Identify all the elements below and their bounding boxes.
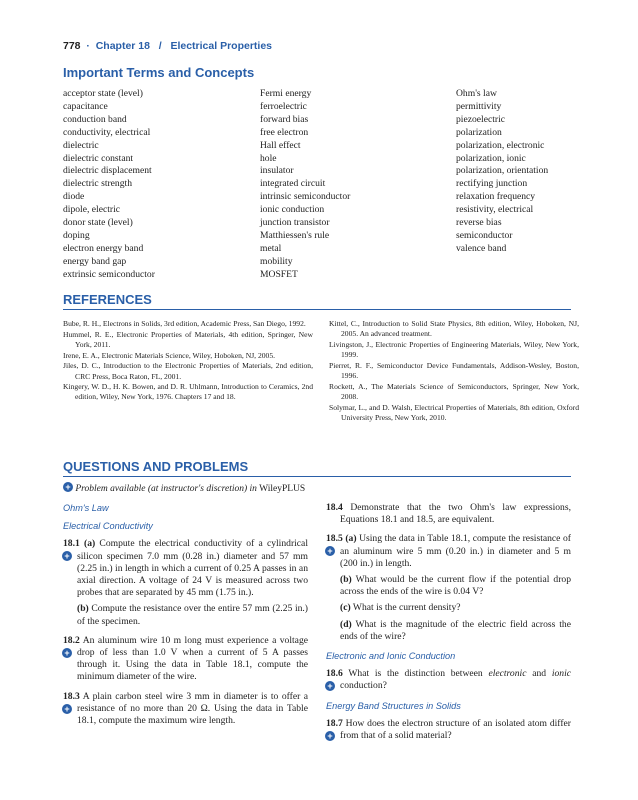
question-text: What is the magnitude of the electric field across the ends of the wire? bbox=[340, 618, 571, 642]
term-item: extrinsic semiconductor bbox=[63, 268, 155, 280]
term-item: polarization, ionic bbox=[456, 152, 526, 164]
page-number: 778 bbox=[63, 40, 81, 52]
terms-column-2 bbox=[260, 88, 350, 282]
questions-column-right bbox=[326, 502, 571, 749]
term-item: mobility bbox=[260, 255, 293, 267]
term-item: ionic conduction bbox=[260, 204, 325, 216]
question-text: How does the electron structure of an isolated atom differ from that of a solid material? bbox=[340, 717, 571, 742]
question-number: 18.3 bbox=[63, 690, 80, 702]
term-item: free electron bbox=[260, 126, 309, 138]
term-item: capacitance bbox=[63, 100, 108, 112]
plus-icon: + bbox=[325, 731, 335, 741]
question-text: What would be the current flow if the potential drop across the ends of the wire is 0.04 V? bbox=[340, 574, 571, 598]
references-column-right bbox=[329, 319, 579, 424]
wileyplus-legend bbox=[63, 482, 305, 494]
plus-icon: + bbox=[325, 546, 335, 556]
questions-column-left bbox=[63, 502, 308, 734]
question-18-2 bbox=[63, 635, 308, 684]
term-item: dielectric strength bbox=[63, 178, 132, 190]
term-item: Hall effect bbox=[260, 139, 301, 151]
question-number: 18.2 bbox=[63, 634, 80, 646]
section-label: Electrical Properties bbox=[170, 40, 273, 52]
chapter-label: Chapter 18 bbox=[95, 40, 150, 52]
reference-entry: Jiles, D. C., Introduction to the Electronic Properties of Materials, 2nd edition, CRC Press, Boca Raton, FL, 2001. bbox=[63, 361, 313, 381]
term-item: ferroelectric bbox=[260, 100, 307, 112]
reference-entry: Kingery, W. D., H. K. Bowen, and D. R. Uhlmann, Introduction to Ceramics, 2nd edition, Wiley, New York, 1976. Chapters 17 and 18. bbox=[63, 382, 313, 402]
question-18-1: + 18.1 (a) Compute the electrical conductivity of a cylindrical silicon specimen 7.0 mm (0.28 in.) diameter and 57 mm (2.25 in.) in length in which a current of 0.25 A passes in an axial direction. A voltage of 24 V is measured across two probes that are separated by 45 mm (1.75 in.). (b) Compute the resistance over the entire 57 mm (2.25 in.) of the specimen. bbox=[63, 538, 308, 627]
term-item: polarization, orientation bbox=[456, 165, 549, 177]
reference-entry: Kittel, C., Introduction to Solid State Physics, 8th edition, Wiley, Hoboken, NJ, 2005. An advanced treatment. bbox=[329, 319, 579, 339]
subsection-energy-band: Energy Band Structures in Solids bbox=[326, 700, 461, 711]
plus-icon: + bbox=[62, 704, 72, 714]
term-item: reverse bias bbox=[456, 217, 502, 229]
header-divider: / bbox=[158, 40, 162, 52]
question-number: 18.1 bbox=[63, 538, 80, 550]
reference-entry: Irene, E. A., Electronic Materials Science, Wiley, Hoboken, NJ, 2005. bbox=[63, 350, 276, 360]
term-item: Matthiessen's rule bbox=[260, 229, 330, 241]
term-item: rectifying junction bbox=[456, 178, 528, 190]
term-item: junction transistor bbox=[260, 217, 330, 229]
questions-heading: QUESTIONS AND PROBLEMS bbox=[63, 459, 571, 477]
question-18-4 bbox=[326, 502, 571, 526]
terms-heading: Important Terms and Concepts bbox=[63, 65, 255, 80]
term-item: acceptor state (level) bbox=[63, 88, 143, 99]
plus-icon: + bbox=[325, 681, 335, 691]
term-item: Ohm's law bbox=[456, 88, 497, 99]
header-separator: · bbox=[86, 40, 90, 52]
subsection-electrical-conductivity: Electrical Conductivity bbox=[63, 521, 153, 532]
term-item: diode bbox=[63, 191, 85, 203]
running-header bbox=[63, 40, 272, 52]
term-item: dielectric constant bbox=[63, 152, 134, 164]
question-number: 18.5 bbox=[326, 533, 343, 545]
subsection-ohms-law: Ohm's Law bbox=[63, 503, 109, 513]
question-18-5: + 18.5 (a) Using the data in Table 18.1, compute the resistance of an aluminum wire 5 mm (0.20 in.) in diameter and 5 m (200 in.) in length. (b) What would be the current flow if the potential drop across the ends of the wire is 0.04 V? (c) What is the current density? (d) What is the magnitude of the electric field across the ends of the wire? bbox=[326, 533, 571, 642]
question-text: Demonstrate that the two Ohm's law expressions, Equations 18.1 and 18.5, are equivalent. bbox=[340, 502, 571, 526]
term-item: energy band gap bbox=[63, 255, 127, 267]
term-item: forward bias bbox=[260, 113, 309, 125]
legend-brand: WileyPLUS bbox=[259, 484, 306, 494]
reference-entry: Bube, R. H., Electrons in Solids, 3rd edition, Academic Press, San Diego, 1992. bbox=[63, 319, 306, 328]
question-18-7 bbox=[326, 718, 571, 742]
term-item: donor state (level) bbox=[63, 217, 133, 229]
term-item: hole bbox=[260, 152, 277, 164]
term-item: integrated circuit bbox=[260, 178, 326, 190]
plus-icon: + bbox=[62, 648, 72, 658]
reference-entry: Rockett, A., The Materials Science of Semiconductors, Springer, New York, 2008. bbox=[329, 381, 579, 401]
term-item: Fermi energy bbox=[260, 88, 312, 99]
term-item: MOSFET bbox=[260, 268, 298, 280]
terms-column-1 bbox=[63, 88, 155, 282]
term-item: dielectric bbox=[63, 139, 99, 151]
question-text: Using the data in Table 18.1, compute the resistance of an aluminum wire 5 mm (0.20 in.) in diameter and 5 m (200 in.) in length. bbox=[340, 533, 571, 569]
term-item: semiconductor bbox=[456, 229, 513, 241]
question-18-3 bbox=[63, 691, 308, 728]
term-item: polarization, electronic bbox=[456, 139, 545, 151]
term-item: valence band bbox=[456, 242, 507, 254]
reference-entry: Pierret, R. F., Semiconductor Device Fundamentals, Addison-Wesley, Boston, 1996. bbox=[329, 360, 579, 381]
term-item: electron energy band bbox=[63, 242, 144, 254]
plus-icon: + bbox=[63, 482, 73, 492]
question-text: Compute the electrical conductivity of a cylindrical silicon specimen 7.0 mm (0.28 in.) diameter and 57 mm (2.25 in.) in length in which a current of 0.25 A passes in an axial direction. A voltage of 24 V is measured across two probes that are separated by 45 mm (1.75 in.). bbox=[77, 538, 308, 599]
term-item: polarization bbox=[456, 126, 502, 138]
question-number: 18.4 bbox=[326, 502, 343, 513]
term-item: insulator bbox=[260, 165, 294, 177]
question-number: 18.7 bbox=[326, 717, 343, 729]
question-text: Compute the resistance over the entire 57 mm (2.25 in.) of the specimen. bbox=[77, 603, 308, 627]
question-text: A plain carbon steel wire 3 mm in diameter is to offer a resistance of no more than 20 Ω. Using the data in Table 18.1, compute the maximum wire length. bbox=[77, 690, 309, 727]
terms-column-3 bbox=[456, 88, 548, 256]
term-item: metal bbox=[260, 242, 282, 254]
question-number: 18.6 bbox=[326, 668, 343, 680]
question-text: What is the current density? bbox=[352, 602, 461, 614]
reference-entry: Livingston, J., Electronic Properties of Engineering Materials, Wiley, New York, 1999. bbox=[329, 339, 579, 360]
term-item: intrinsic semiconductor bbox=[260, 191, 351, 203]
subsection-electronic-ionic: Electronic and Ionic Conduction bbox=[326, 651, 456, 662]
reference-entry: Solymar, L., and D. Walsh, Electrical Properties of Materials, 8th edition, Oxford University Press, New York, 2010. bbox=[329, 402, 579, 422]
term-item: dielectric displacement bbox=[63, 165, 152, 177]
term-item: conductivity, electrical bbox=[63, 126, 151, 138]
term-item: piezoelectric bbox=[456, 113, 505, 125]
term-item: resistivity, electrical bbox=[456, 204, 534, 216]
legend-text: Problem available (at instructor's discretion) in bbox=[75, 484, 257, 494]
term-item: conduction band bbox=[63, 113, 127, 125]
term-item: doping bbox=[63, 229, 90, 241]
reference-entry: Hummel, R. E., Electronic Properties of Materials, 4th edition, Springer, New York, 2011. bbox=[63, 329, 313, 349]
question-18-6: + 18.6 What is the distinction between electronic and ionic conduction? bbox=[326, 668, 572, 692]
term-item: relaxation frequency bbox=[456, 191, 536, 203]
term-item: permittivity bbox=[456, 100, 502, 112]
term-item: dipole, electric bbox=[63, 204, 121, 216]
question-text: An aluminum wire 10 m long must experience a voltage drop of less than 1.0 V when a current of 5 A passes through it. Using the data in Table 18.1, compute the minimum diameter of the wire. bbox=[77, 634, 308, 683]
references-column-left bbox=[63, 319, 313, 403]
references-heading: REFERENCES bbox=[63, 292, 571, 310]
plus-icon: + bbox=[62, 551, 72, 561]
